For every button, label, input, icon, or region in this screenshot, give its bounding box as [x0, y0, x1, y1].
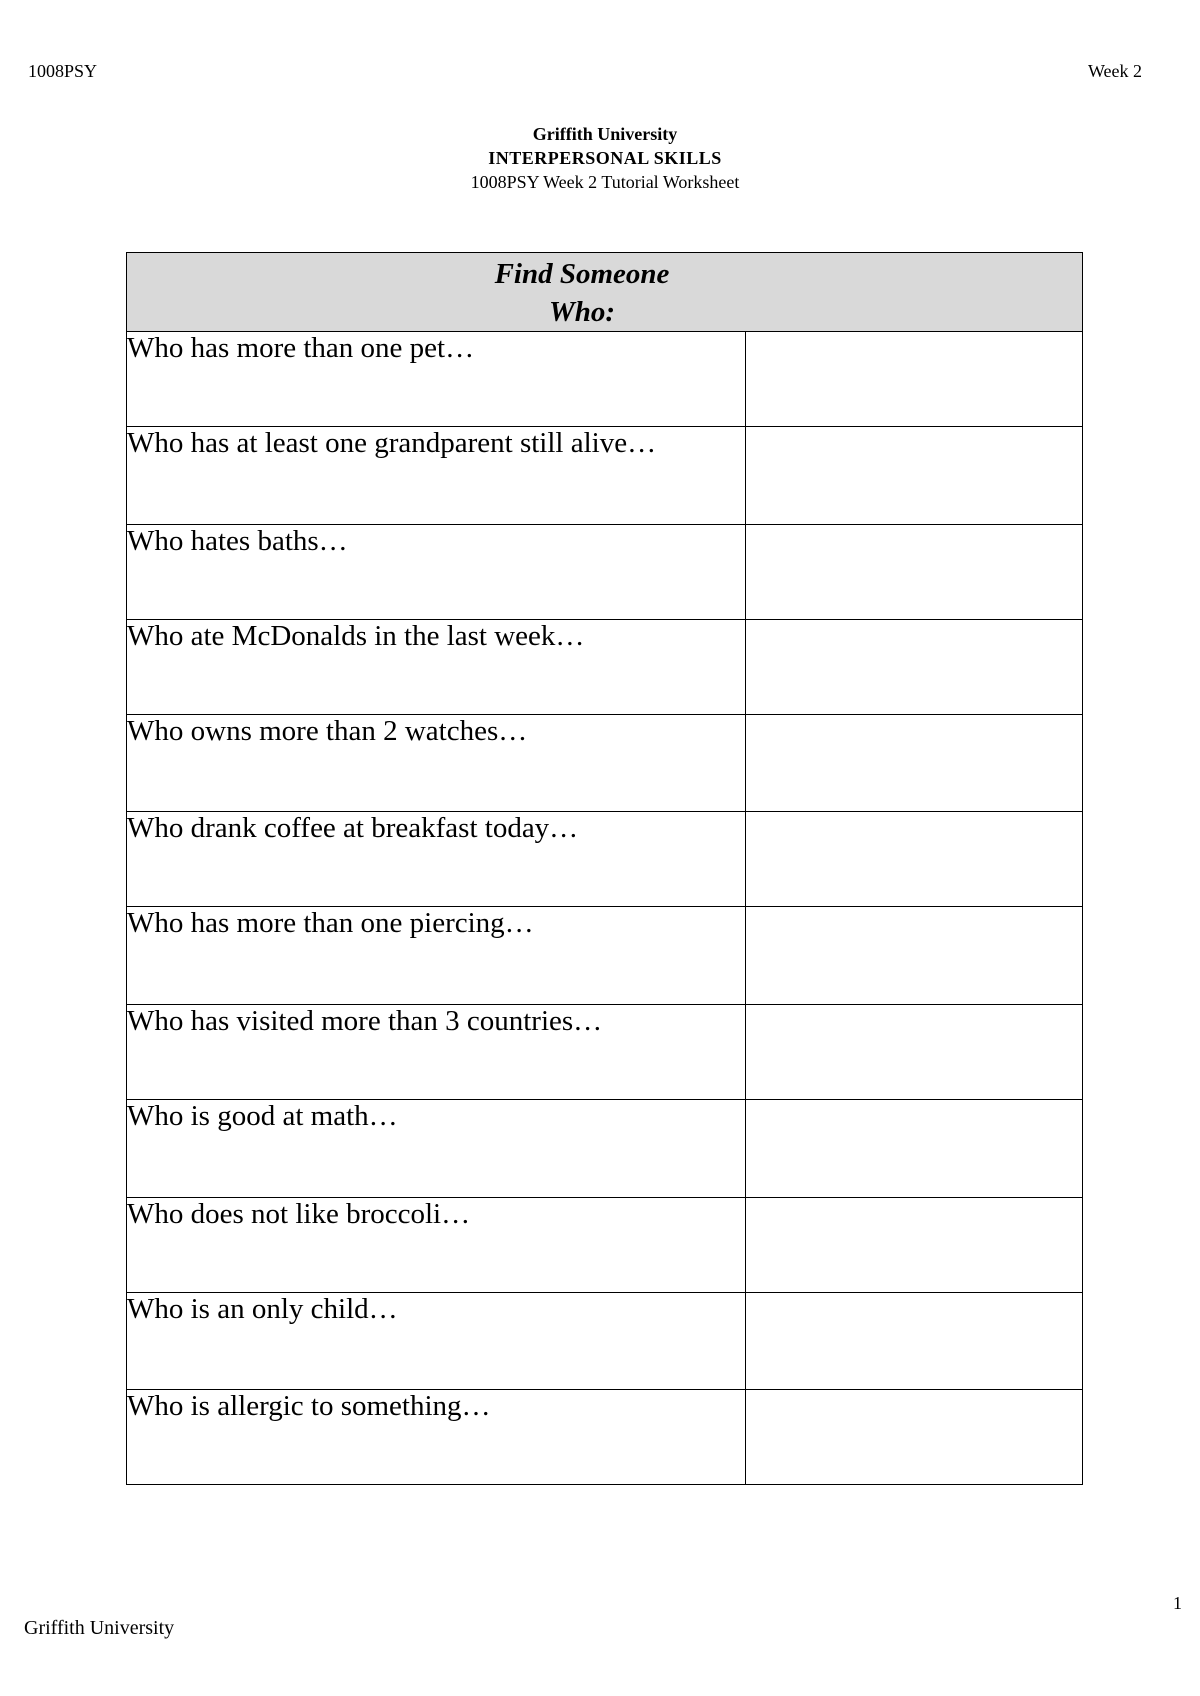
answer-cell[interactable]: [746, 332, 1083, 427]
table-row: [127, 620, 1083, 715]
table-row: [127, 525, 1083, 620]
question-cell: Who is allergic to something…: [127, 1390, 746, 1485]
answer-cell[interactable]: [746, 427, 1083, 525]
question-cell: Who is an only child…: [127, 1293, 746, 1390]
table-row: [127, 1100, 1083, 1198]
title-university: Griffith University: [532, 124, 678, 144]
table-row: [127, 332, 1083, 427]
heading-line-1: Find Someone: [494, 258, 670, 290]
table-row: [127, 1293, 1083, 1390]
answer-cell[interactable]: [746, 812, 1083, 907]
question-cell: Who drank coffee at breakfast today…: [127, 812, 746, 907]
question-cell: Who has visited more than 3 countries…: [127, 1005, 746, 1100]
title-worksheet: 1008PSY Week 2 Tutorial Worksheet: [470, 172, 740, 192]
table-row: [127, 1005, 1083, 1100]
document-title: [0, 122, 1200, 194]
table-row: [127, 1390, 1083, 1485]
table-row: [127, 907, 1083, 1005]
page-number: 1: [1173, 1593, 1182, 1613]
title-course: INTERPERSONAL SKILLS: [488, 148, 722, 168]
question-cell: Who hates baths…: [127, 525, 746, 620]
answer-cell[interactable]: [746, 620, 1083, 715]
question-cell: Who owns more than 2 watches…: [127, 715, 746, 812]
answer-cell[interactable]: [746, 1293, 1083, 1390]
table-row: [127, 812, 1083, 907]
question-cell: Who is good at math…: [127, 1100, 746, 1198]
table-row: [127, 427, 1083, 525]
header-week: Week 2: [1087, 61, 1142, 81]
answer-cell[interactable]: [746, 1390, 1083, 1485]
answer-cell[interactable]: [746, 525, 1083, 620]
question-cell: Who has at least one grandparent still alive…: [127, 427, 746, 525]
answer-cell[interactable]: [746, 1100, 1083, 1198]
question-cell: Who does not like broccoli…: [127, 1198, 746, 1293]
heading-line-2: Who:: [548, 296, 616, 328]
table-header-row: [127, 253, 1083, 332]
table-heading: [127, 253, 1083, 332]
question-cell: Who ate McDonalds in the last week…: [127, 620, 746, 715]
table-row: [127, 715, 1083, 812]
answer-cell[interactable]: [746, 907, 1083, 1005]
question-cell: Who has more than one piercing…: [127, 907, 746, 1005]
answer-cell[interactable]: [746, 715, 1083, 812]
answer-cell[interactable]: [746, 1198, 1083, 1293]
find-someone-table: [126, 252, 1083, 1485]
table-row: [127, 1198, 1083, 1293]
question-cell: Who has more than one pet…: [127, 332, 746, 427]
answer-cell[interactable]: [746, 1005, 1083, 1100]
footer-university: Griffith University: [24, 1617, 175, 1639]
header-course-code: 1008PSY: [28, 61, 98, 81]
